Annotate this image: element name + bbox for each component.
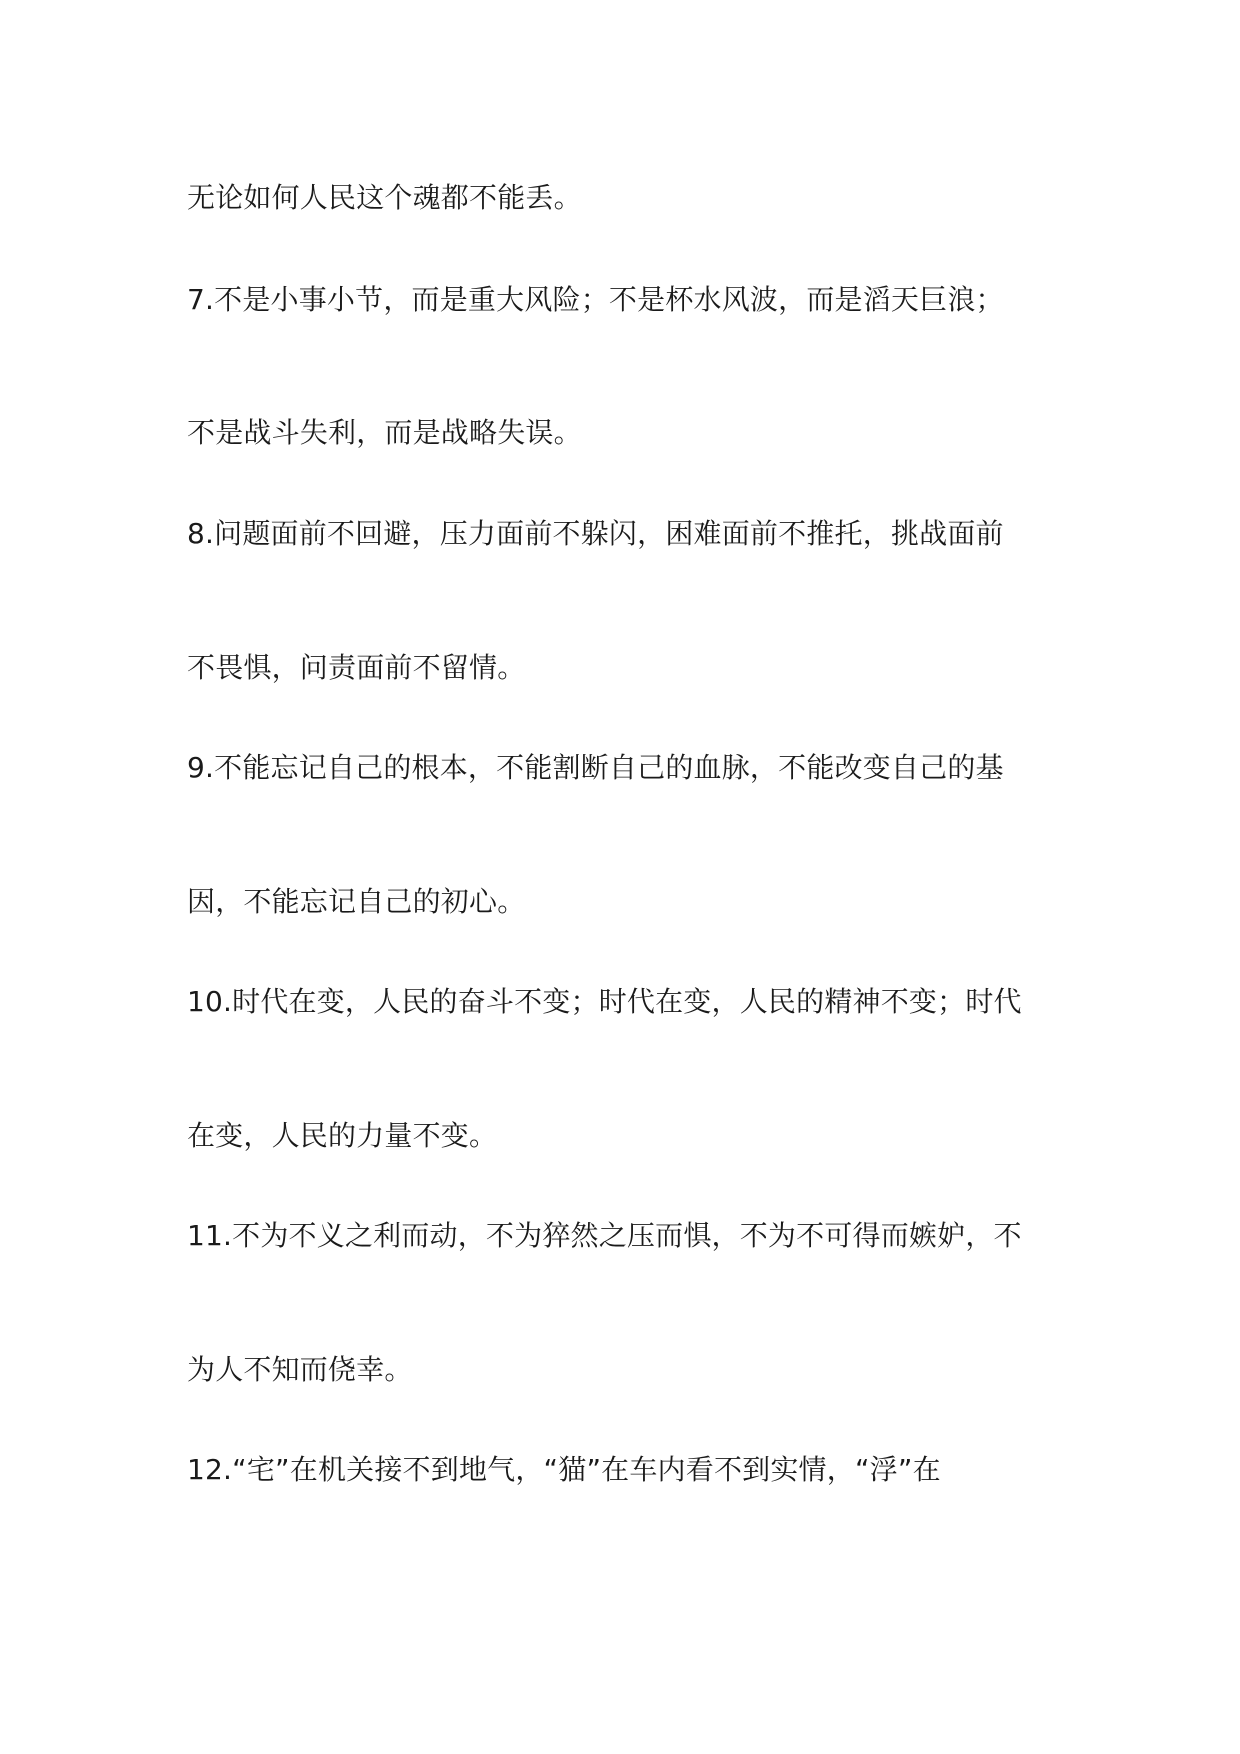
text-line-item-11: 11.不为不义之利而动，不为猝然之压而惧，不为不可得而嫉妒，不: [187, 1219, 1022, 1252]
text-line-item-7-cont: 不是战斗失利，而是战略失误。: [187, 416, 582, 449]
text-line-item-10: 10.时代在变，人民的奋斗不变；时代在变，人民的精神不变；时代: [187, 985, 1022, 1018]
text-line-item-11-cont: 为人不知而侥幸。: [187, 1353, 413, 1386]
text-line-item-12: 12.“宅”在机关接不到地气，“猫”在车内看不到实情，“浮”在: [187, 1453, 941, 1486]
text-line-item-8: 8.问题面前不回避，压力面前不躲闪，困难面前不推托，挑战面前: [187, 517, 1004, 550]
text-line-item-9: 9.不能忘记自己的根本，不能割断自己的血脉，不能改变自己的基: [187, 751, 1004, 784]
text-line-item-8-cont: 不畏惧，问责面前不留情。: [187, 651, 526, 684]
text-line-continuation-6: 无论如何人民这个魂都不能丢。: [187, 181, 582, 214]
text-line-item-9-cont: 因，不能忘记自己的初心。: [187, 885, 526, 918]
text-line-item-10-cont: 在变，人民的力量不变。: [187, 1119, 498, 1152]
text-line-item-7: 7.不是小事小节，而是重大风险；不是杯水风波，而是滔天巨浪；: [187, 283, 1004, 316]
